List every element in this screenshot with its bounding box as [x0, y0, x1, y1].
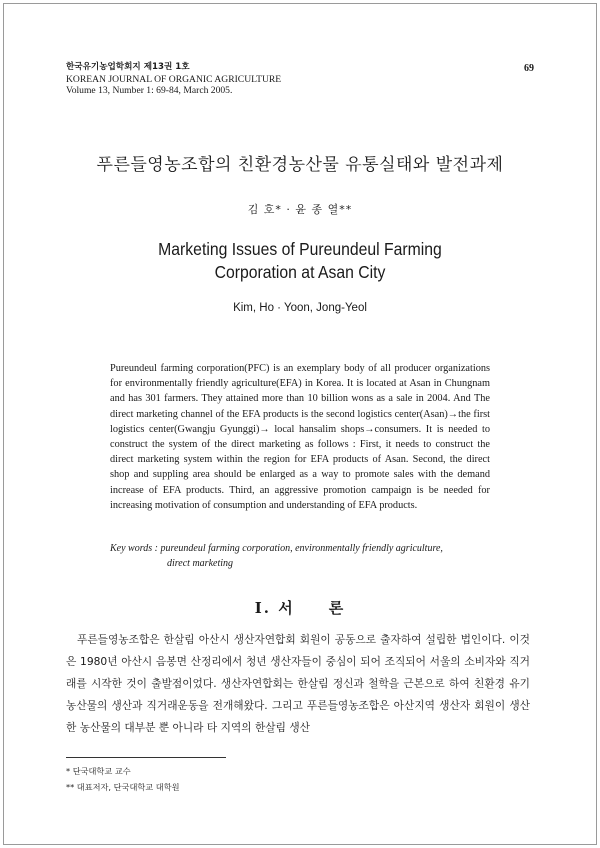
- section-heading-introduction: Ⅰ. 서 론: [254, 599, 346, 617]
- abstract: Pureundeul farming corporation(PFC) is an exemplary body of all producer organizations for environmentally friendly agriculture(EFA) in Korea. It is located at Asan in Chungnam and has 301 farmers. They attained more than 10 billion wons as a sale in 2004. And The direct marketing channel of the EFA products is the second logistics center(Asan)→the first logistics center(Gwangju Gyunggi)→ local hansalim shops→consumers. It is needed to construct the system of the direct marketing as follows : First, it needs to construct the direct marketing system within the region for EFA products of Asan. Second, the direct shop and suppling area should be enlarged as a way to promote sales with the demand increase of EFA products. Third, an aggressive promotion campaign is be needed for increasing motivation of consumption and understanding of EFA products.: [110, 363, 490, 511]
- footnotes: [66, 763, 180, 795]
- keywords-line-1: Key words : pureundeul farming corporation, environmentally friendly agriculture,: [110, 543, 443, 554]
- journal-header: [66, 62, 281, 97]
- title-english-line-2: Corporation at Asan City: [214, 262, 386, 282]
- journal-name-korean: 한국유기농업학회지 제13권 1호: [66, 62, 190, 72]
- footnote-2: ** 대표저자, 단국대학교 대학원: [66, 782, 180, 792]
- title-korean: 푸른들영농조합의 친환경농산물 유통실태와 발전과제: [96, 155, 504, 175]
- journal-name-english: KOREAN JOURNAL OF ORGANIC AGRICULTURE: [66, 73, 282, 85]
- authors-korean: 김 호* · 윤 종 열**: [247, 203, 353, 216]
- authors-english: Kim, Ho · Yoon, Jong-Yeol: [233, 302, 367, 314]
- keywords: [110, 541, 500, 571]
- title-english-line-1: Marketing Issues of Pureundeul Farming: [158, 239, 442, 259]
- footnote-1: * 단국대학교 교수: [66, 766, 131, 776]
- keywords-line-2: direct marketing: [167, 558, 234, 569]
- introduction-paragraph: 푸른들영농조합은 한살림 아산시 생산자연합회 회원이 공동으로 출자하여 설립한 법인이다. 이것은 1980년 아산시 음봉면 산정리에서 청년 생산자들이 중심이 되어 조직되어 서울의 소비자와 직거래를 시작한 것이 출발점이었다. 생산자연합회는 한살림 정신과 철학을 근본으로 하여 친환경 유기농산물의 생산과 직거래운동을 전개해왔다. 그리고 푸른들영농조합은 아산지역 생산자 회원이 생산한 농산물의 대부분 뿐 아니라 타 지역의 한살림 생산: [66, 633, 530, 734]
- title-english: [30, 238, 570, 284]
- footnote-divider: [66, 757, 226, 758]
- volume-info: Volume 13, Number 1: 69-84, March 2005.: [66, 85, 233, 96]
- page-number: 69: [524, 63, 534, 74]
